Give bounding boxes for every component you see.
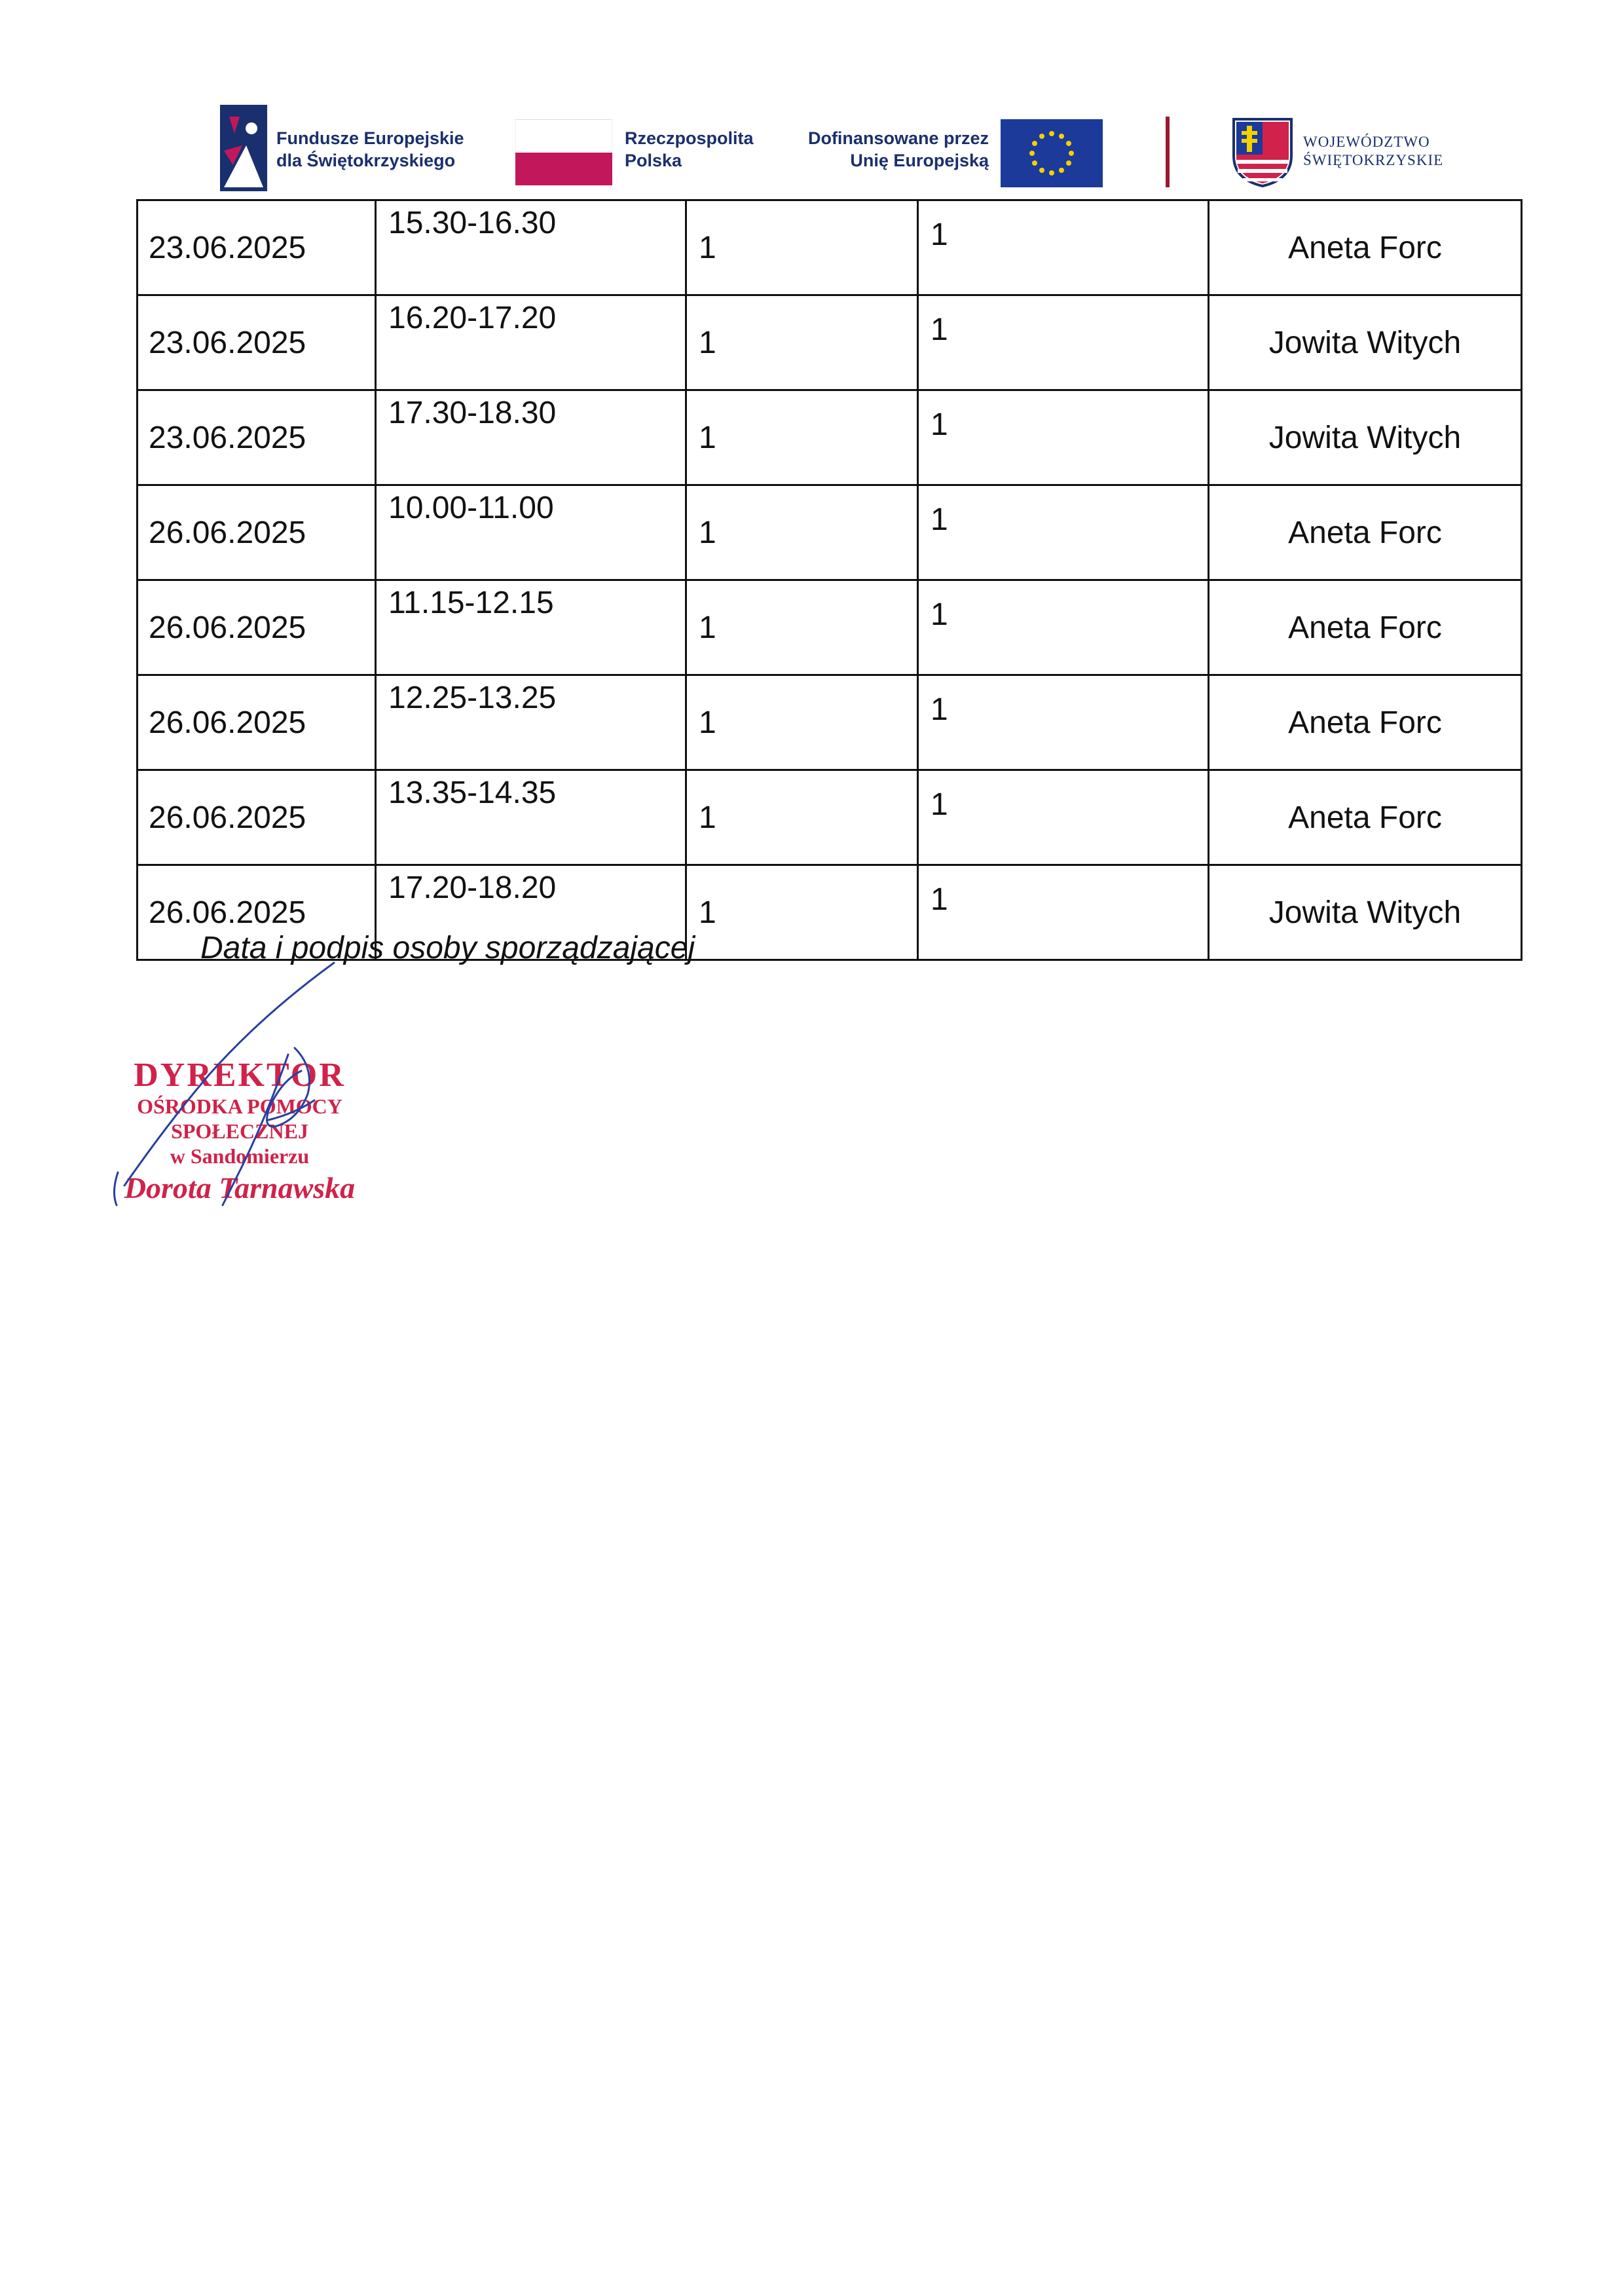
fundusze-europejskie-label	[276, 127, 464, 172]
person-cell: Aneta Forc	[1209, 770, 1522, 865]
fe-line1: Fundusze Europejskie	[276, 128, 464, 148]
time-cell: 12.25-13.25	[376, 675, 686, 770]
eu-line2: Unię Europejską	[850, 151, 989, 170]
eu-line1: Dofinansowane przez	[807, 128, 989, 148]
time-cell: 11.15-12.15	[376, 580, 686, 675]
date-cell: 23.06.2025	[138, 200, 376, 295]
count-cell-2: 1	[918, 485, 1209, 580]
time-cell: 17.30-18.30	[376, 390, 686, 485]
eu-funding-label	[766, 127, 989, 172]
person-cell: Jowita Witych	[1209, 295, 1522, 390]
table-row	[138, 675, 1522, 770]
person-cell: Aneta Forc	[1209, 675, 1522, 770]
count-cell-2: 1	[918, 390, 1209, 485]
person-cell: Jowita Witych	[1209, 390, 1522, 485]
count-cell-2: 1	[918, 865, 1209, 960]
table-row	[138, 580, 1522, 675]
count-cell-2: 1	[918, 675, 1209, 770]
table-row	[138, 295, 1522, 390]
date-cell: 26.06.2025	[138, 770, 376, 865]
table-row	[138, 770, 1522, 865]
date-cell: 26.06.2025	[138, 865, 376, 960]
rp-line2: Polska	[625, 151, 682, 170]
wojewodztwo-crest-icon	[1231, 117, 1294, 187]
header-logo-strip	[0, 0, 1624, 196]
handwritten-signature-icon	[98, 956, 386, 1218]
rp-line1: Rzeczpospolita	[625, 128, 754, 148]
count-cell: 1	[686, 675, 918, 770]
time-cell: 15.30-16.30	[376, 200, 686, 295]
table-row	[138, 200, 1522, 295]
fe-line2: dla Świętokrzyskiego	[276, 151, 456, 170]
time-cell: 16.20-17.20	[376, 295, 686, 390]
fundusze-europejskie-logo-icon	[220, 105, 267, 191]
signature-caption: Data i podpis osoby sporządzającej	[200, 931, 695, 965]
time-cell: 13.35-14.35	[376, 770, 686, 865]
count-cell: 1	[686, 295, 918, 390]
count-cell-2: 1	[918, 295, 1209, 390]
date-cell: 23.06.2025	[138, 390, 376, 485]
rzeczpospolita-label	[625, 127, 754, 172]
count-cell: 1	[686, 865, 918, 960]
polish-flag-icon	[515, 119, 612, 185]
stamp-institution: OŚRODKA POMOCY SPOŁECZNEJ	[137, 1094, 342, 1143]
stamp-title: DYREKTOR	[134, 1056, 346, 1094]
count-cell: 1	[686, 390, 918, 485]
date-cell: 26.06.2025	[138, 485, 376, 580]
woj-line1: WOJEWÓDZTWO	[1303, 134, 1430, 150]
count-cell: 1	[686, 580, 918, 675]
time-cell: 10.00-11.00	[376, 485, 686, 580]
stamp-person: Dorota Tarnawska	[124, 1171, 356, 1204]
stamp-city: w Sandomierzu	[170, 1144, 310, 1168]
table-row	[138, 390, 1522, 485]
count-cell: 1	[686, 200, 918, 295]
date-cell: 26.06.2025	[138, 675, 376, 770]
person-cell: Aneta Forc	[1209, 580, 1522, 675]
person-cell: Aneta Forc	[1209, 485, 1522, 580]
time-cell: 17.20-18.20	[376, 865, 686, 960]
eu-flag-icon	[1001, 119, 1103, 187]
wojewodztwo-label	[1303, 133, 1443, 170]
person-cell: Aneta Forc	[1209, 200, 1522, 295]
person-cell: Jowita Witych	[1209, 865, 1522, 960]
woj-line2: ŚWIĘTOKRZYSKIE	[1303, 152, 1444, 168]
count-cell-2: 1	[918, 580, 1209, 675]
count-cell: 1	[686, 485, 918, 580]
count-cell-2: 1	[918, 770, 1209, 865]
date-cell: 26.06.2025	[138, 580, 376, 675]
count-cell-2: 1	[918, 200, 1209, 295]
count-cell: 1	[686, 770, 918, 865]
logo-divider	[1166, 117, 1170, 187]
table-row	[138, 485, 1522, 580]
date-cell: 23.06.2025	[138, 295, 376, 390]
schedule-table	[136, 199, 1522, 961]
